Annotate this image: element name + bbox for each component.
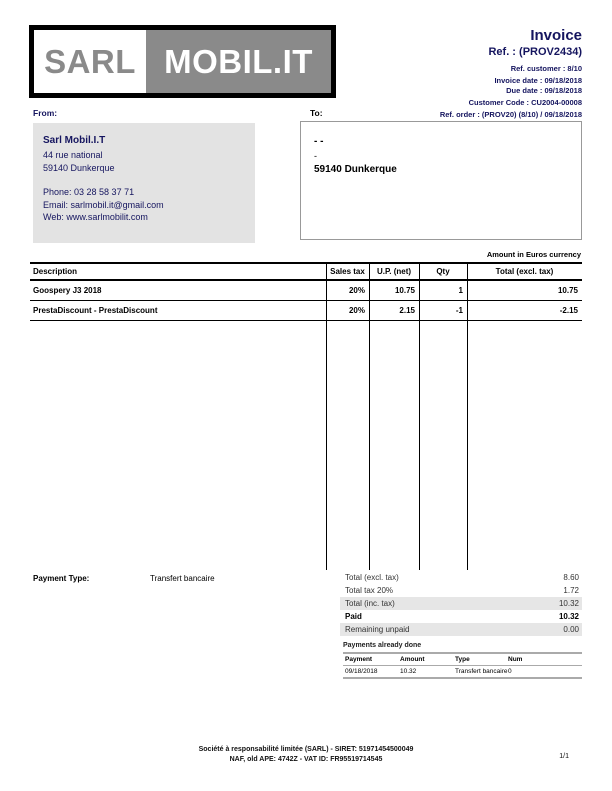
total-tax-row (340, 584, 582, 597)
seller-phone: Phone: 03 28 58 37 71 (43, 187, 135, 198)
footer-line2: NAF, old APE: 4742Z - VAT ID: FR95519714545 (229, 755, 383, 763)
items-table-header (30, 264, 582, 281)
header-total: Total (excl. tax) (495, 267, 554, 276)
logo-sarl-text: SARL (34, 30, 146, 93)
item-qty: -1 (455, 306, 463, 315)
total-value: 10.32 (558, 599, 579, 608)
item-description: PrestaDiscount - PrestaDiscount (33, 306, 158, 315)
total-inc-tax-row (340, 597, 582, 610)
legal-footer (0, 745, 612, 765)
table-row (30, 301, 582, 321)
due-date: Due date : 09/18/2018 (506, 86, 582, 95)
seller-email: Email: sarlmobil.it@gmail.com (43, 199, 164, 210)
payment-date: 09/18/2018 (345, 668, 378, 675)
payments-header-payment: Payment (345, 656, 373, 663)
totals-block (340, 571, 582, 636)
header-qty: Qty (436, 267, 450, 276)
item-sales-tax: 20% (348, 286, 365, 295)
total-label: Remaining unpaid (345, 625, 410, 634)
header-description: Description (33, 267, 78, 276)
page-number: 1/1 (559, 753, 569, 760)
total-value: 10.32 (558, 612, 579, 621)
items-table (30, 262, 582, 570)
header-up-net: U.P. (net) (376, 267, 412, 276)
company-logo (29, 25, 336, 98)
from-label: From: (33, 108, 58, 118)
seller-address-line1: 44 rue national (43, 150, 103, 160)
payment-type-label: Payment Type: (33, 574, 90, 583)
total-label: Total (excl. tax) (345, 573, 399, 582)
payment-type: Transfert bancaire (455, 668, 508, 675)
currency-note: Amount in Euros currency (486, 250, 581, 259)
customer-city: 59140 Dunkerque (314, 163, 397, 175)
item-total: 10.75 (557, 286, 578, 295)
column-divider (419, 264, 420, 570)
payments-done-title: Payments already done (343, 642, 422, 649)
ref-customer: Ref. customer : 8/10 (510, 64, 582, 73)
total-label: Total (inc. tax) (345, 599, 395, 608)
invoice-title: Invoice (530, 27, 582, 44)
invoice-date: Invoice date : 09/18/2018 (494, 76, 582, 85)
total-excl-tax-row (340, 571, 582, 584)
payments-done-header (343, 652, 582, 666)
customer-name: - - (314, 136, 324, 147)
customer-code: Customer Code : CU2004-00008 (468, 98, 582, 107)
column-divider (369, 264, 370, 570)
footer-line1: Société à responsabilité limitée (SARL) - SIRET: 51971454500049 (198, 746, 414, 753)
payments-done-block (343, 642, 582, 679)
payments-header-amount: Amount (400, 656, 425, 663)
payment-amount: 10.32 (400, 668, 417, 675)
payment-type-value: Transfert bancaire (150, 574, 215, 583)
total-label: Total tax 20% (345, 586, 394, 595)
item-sales-tax: 20% (348, 306, 365, 315)
seller-name: Sarl Mobil.I.T (43, 135, 106, 146)
remaining-unpaid-row (340, 623, 582, 636)
payment-row (343, 666, 582, 679)
to-label: To: (310, 108, 323, 118)
to-address-box (300, 121, 582, 240)
payments-header-num: Num (508, 656, 523, 663)
total-label: Paid (345, 612, 362, 621)
payment-num: 0 (508, 668, 512, 675)
logo-mobilit-text: MOBIL.IT (146, 30, 331, 93)
table-row (30, 281, 582, 301)
column-divider (326, 264, 327, 570)
invoice-header (440, 27, 582, 119)
item-description: Goospery J3 2018 (33, 286, 102, 295)
from-address-box (33, 123, 255, 243)
invoice-ref: Ref. : (PROV2434) (488, 46, 582, 58)
seller-address-line2: 59140 Dunkerque (43, 162, 115, 173)
seller-web: Web: www.sarlmobilit.com (43, 212, 148, 223)
total-value: 8.60 (563, 573, 579, 582)
column-divider (467, 264, 468, 570)
item-qty: 1 (458, 286, 463, 295)
total-value: 0.00 (563, 625, 579, 634)
item-up-net: 10.75 (394, 286, 415, 295)
customer-address-line: - (314, 150, 317, 161)
ref-order: Ref. order : (PROV20) (8/10) / 09/18/2018 (439, 110, 582, 119)
item-total: -2.15 (559, 306, 578, 315)
item-up-net: 2.15 (399, 306, 415, 315)
payments-header-type: Type (455, 656, 470, 663)
header-sales-tax: Sales tax (330, 267, 365, 276)
paid-row (340, 610, 582, 623)
total-value: 1.72 (563, 586, 579, 595)
